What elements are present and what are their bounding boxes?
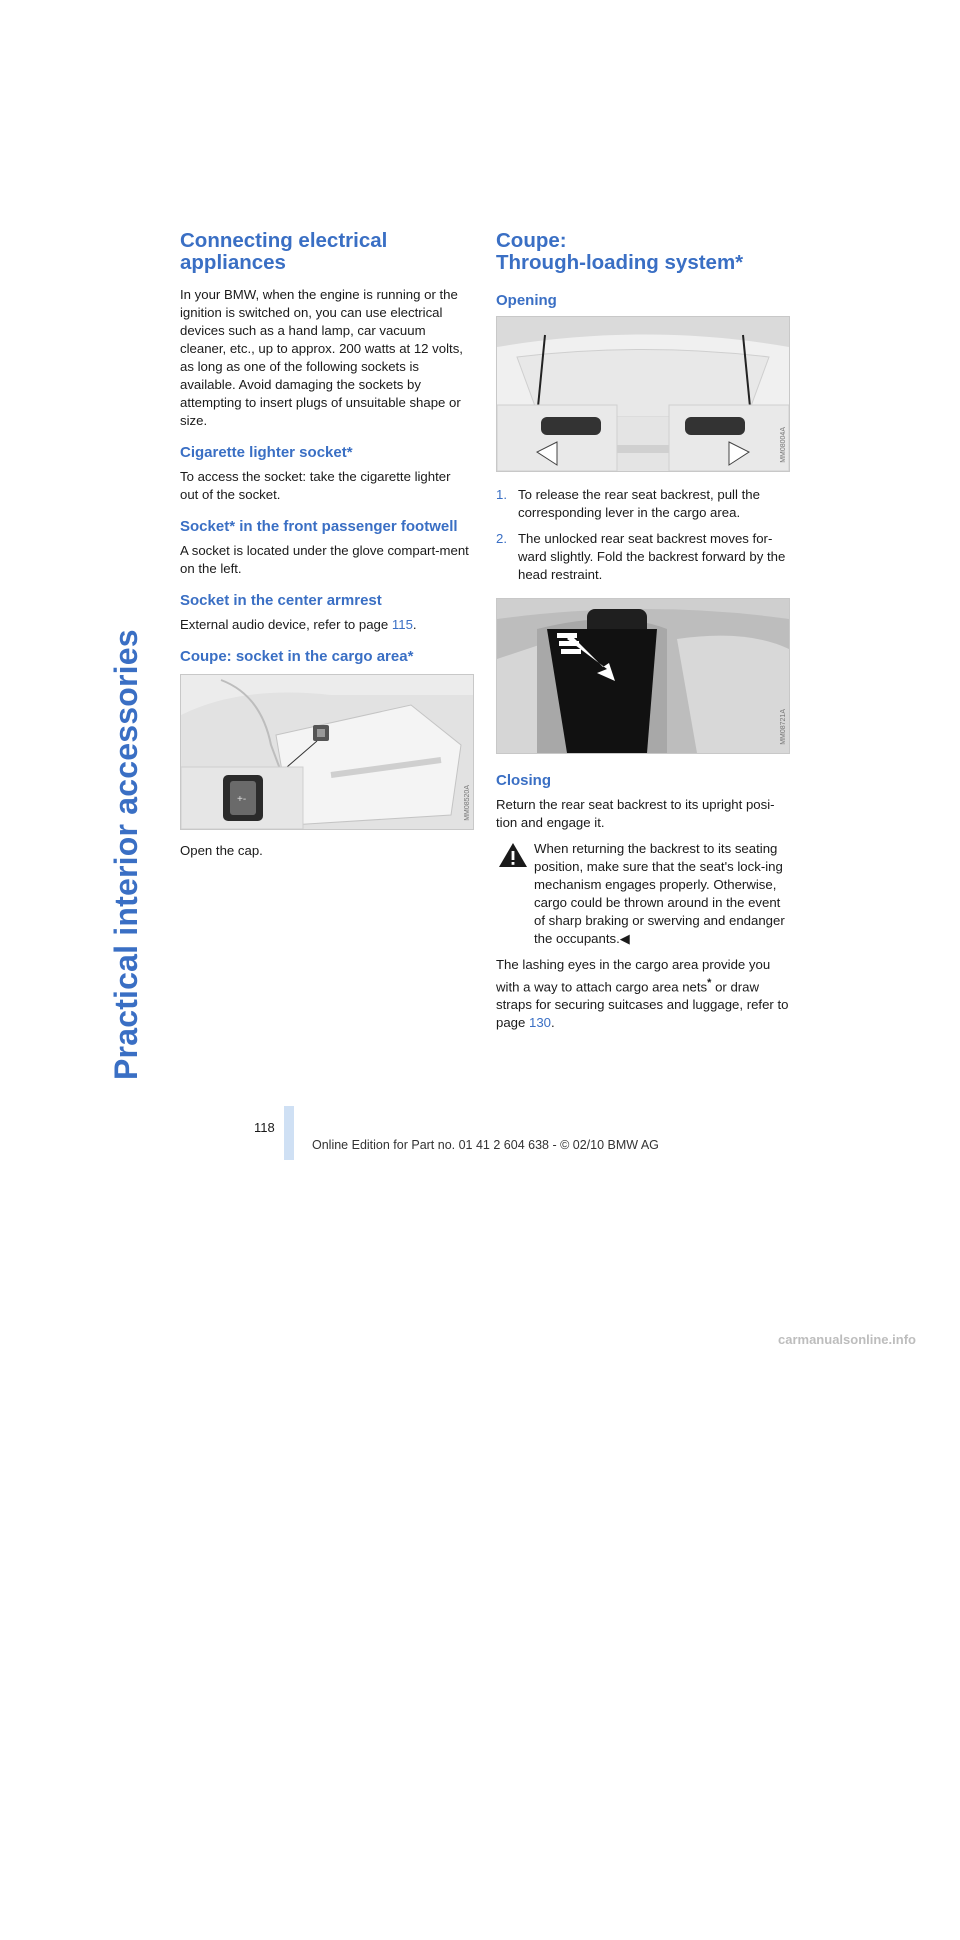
closing-text: Return the rear seat backrest to its upright posi-tion and engage it. (496, 797, 775, 830)
opening-heading: Opening (496, 292, 557, 309)
opening-illustration (497, 317, 789, 471)
page-link-115[interactable]: 115 (391, 617, 413, 632)
site-watermark: carmanualsonline.info (778, 1332, 916, 1347)
warning-text (534, 840, 792, 948)
intro-paragraph: In your BMW, when the engine is running or the ignition is switched on, you can use electrical devices such as a hand lamp, car vacuum cleaner, etc., up to approx. 200 watts at 12 volts, as long as one of the following sockets is available. Avoid damaging the sockets by attempting to insert plugs of unsuitable shape or size. (180, 287, 463, 428)
warning-icon (498, 842, 528, 868)
cargo-socket-heading: Coupe: socket in the cargo area* (180, 648, 414, 665)
end-marker: ◀ (619, 931, 630, 946)
step-text: To release the rear seat backrest, pull the corresponding lever in the cargo area. (518, 487, 760, 520)
svg-text:+-: +- (237, 794, 247, 805)
footer-accent-bar (284, 1106, 294, 1160)
footer-edition-text: Online Edition for Part no. 01 41 2 604 638 - © 02/10 BMW AG (312, 1138, 659, 1152)
left-column (180, 230, 472, 868)
figure-code: MM08004A (780, 427, 787, 463)
lashing-text-part2: or draw straps for securing suitcases and luggage, refer to page (496, 979, 789, 1031)
cigarette-lighter-text: To access the socket: take the cigarette lighter out of the socket. (180, 469, 451, 502)
lashing-text-part1: The lashing eyes in the cargo area provide you with a way to attach cargo area nets (496, 957, 771, 995)
lashing-eyes-text: The lashing eyes in the cargo area provide you with a way to attach cargo area nets* or draw straps for securing suitcases and luggage, refer to page 130. (496, 957, 789, 1031)
list-item (496, 530, 792, 584)
opening-steps (496, 486, 792, 584)
heading-line-1: Coupe: (496, 229, 567, 252)
passenger-footwell-heading: Socket* in the front passenger footwell (180, 518, 458, 535)
warning-block (496, 840, 792, 948)
cargo-socket-figure (180, 674, 474, 830)
step-number: 2. (496, 531, 507, 546)
fold-backrest-illustration (497, 599, 789, 753)
connecting-electrical-heading: Connecting electrical appliances (180, 229, 388, 274)
cigarette-lighter-heading: Cigarette lighter socket* (180, 444, 353, 461)
center-armrest-text: External audio device, refer to page 115. (180, 617, 417, 632)
list-item (496, 486, 792, 522)
figure-code: MM08520A (464, 785, 471, 821)
opening-figure (496, 316, 790, 472)
closing-heading: Closing (496, 772, 551, 789)
side-title-text: Practical interior accessories (108, 629, 144, 1080)
heading-line-2: Through-loading system* (496, 251, 744, 274)
side-section-title (108, 629, 148, 1940)
optional-equipment-star: * (707, 977, 712, 989)
step-number: 1. (496, 487, 507, 502)
cargo-socket-illustration (181, 675, 473, 829)
page-number: 118 (254, 1120, 275, 1135)
right-column (496, 230, 792, 1040)
fold-backrest-figure (496, 598, 790, 754)
page-link-130[interactable]: 130 (529, 1015, 552, 1031)
warning-body: When returning the backrest to its seating position, make sure that the seat's lock-ing mechanism engages properly. Otherwise, cargo could be thrown around in the event of sharp braking or swerving and endanger the occupants. (534, 841, 785, 946)
passenger-footwell-text: A socket is located under the glove compart-ment on the left. (180, 543, 469, 576)
through-loading-heading (496, 230, 792, 274)
figure-code: MM08721A (780, 709, 787, 745)
armrest-text: External audio device, refer to page (180, 617, 389, 632)
center-armrest-heading: Socket in the center armrest (180, 592, 382, 609)
step-text: The unlocked rear seat backrest moves for-ward slightly. Fold the backrest forward by the head restraint. (518, 531, 786, 582)
cargo-socket-caption: Open the cap. (180, 843, 263, 858)
